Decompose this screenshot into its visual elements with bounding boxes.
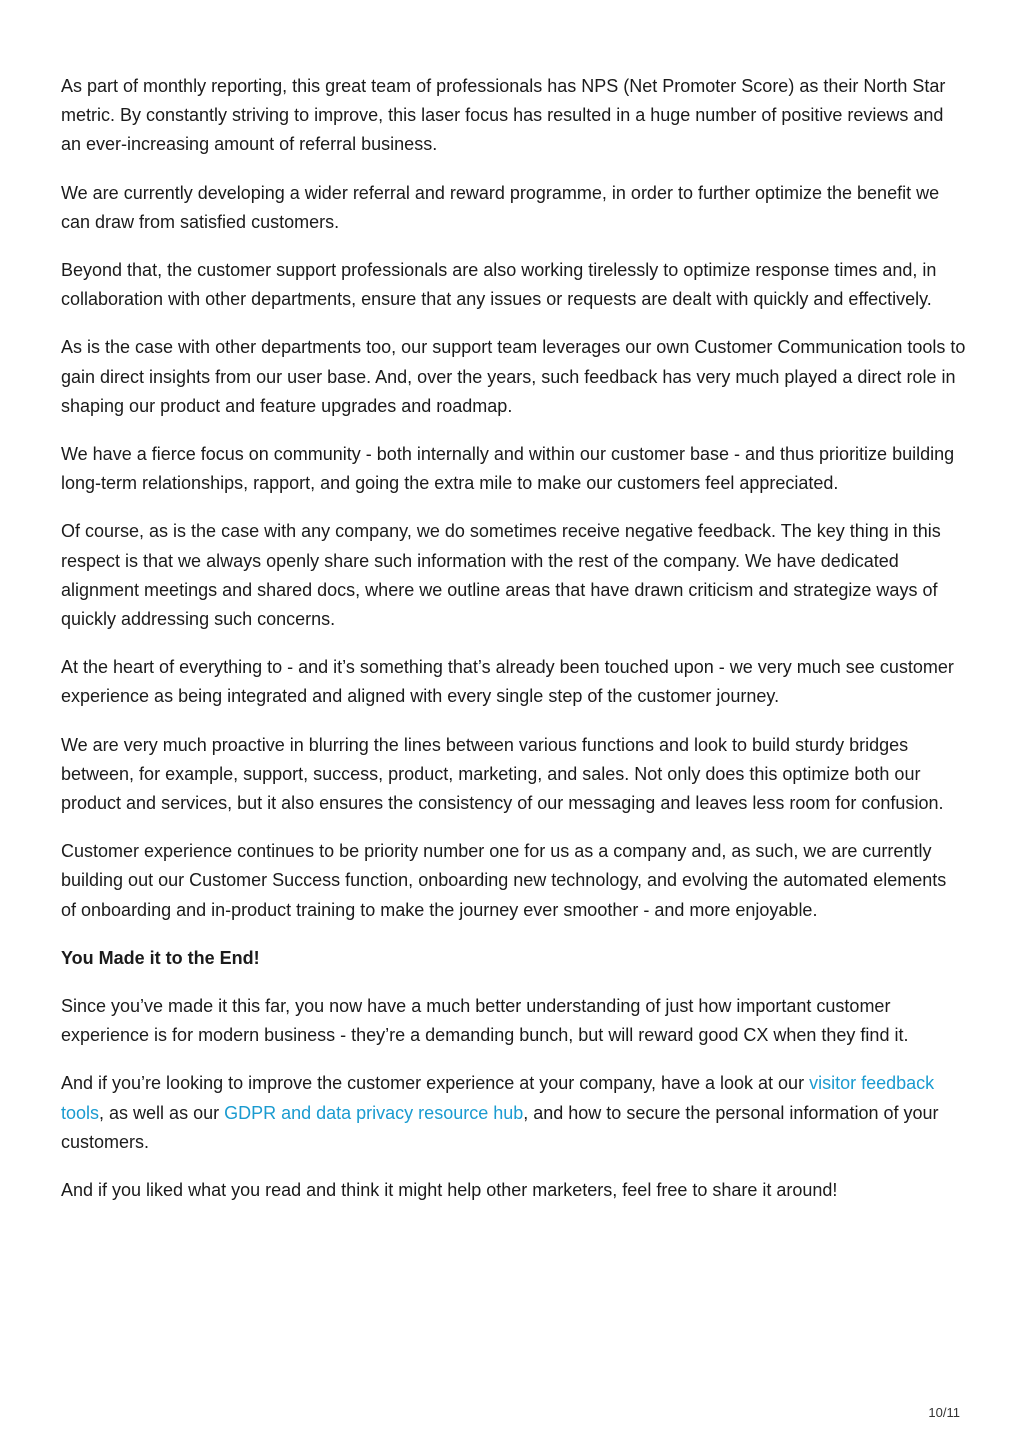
visitor-feedback-tools-link[interactable]: visitor feedback tools [61, 1073, 935, 1123]
section-heading: You Made it to the End! [61, 947, 260, 968]
paragraph-share: And if you liked what you read and think it might help other marketers, feel free to share it around! [61, 1180, 838, 1201]
paragraph-understanding: Since you’ve made it this far, you now have a much better understanding of just how important customer experience is for modern business - they’re a demanding bunch, but will reward good CX when they find it. [61, 996, 909, 1046]
paragraph-customer-journey: At the heart of everything to - and it’s something that’s already been touched upon - we very much see customer experience as being integrated and aligned with every single step of the customer journey. [61, 657, 954, 707]
paragraph-communication-tools: As is the case with other departments too, our support team leverages our own Customer Communication tools to gain direct insights from our user base. And, over the years, such feedback has very much played a direct role in shaping our product and feature upgrades and roadmap. [61, 337, 966, 416]
links-text-3: , and how to secure the personal information of your customers. [61, 1102, 939, 1152]
gdpr-resource-hub-link[interactable]: GDPR and data privacy resource hub [224, 1102, 524, 1123]
paragraph-negative-feedback: Of course, as is the case with any company, we do sometimes receive negative feedback. The key thing in this respect is that we always openly share such information with the rest of the company. We have dedicated alignment meetings and shared docs, where we outline areas that have drawn criticism and strategize ways of quickly addressing such concerns. [61, 521, 941, 630]
paragraph-referral-programme: We are currently developing a wider referral and reward programme, in order to further optimize the benefit we can draw from satisfied customers. [61, 182, 940, 232]
paragraph-links [61, 1069, 966, 1157]
paragraph-customer-success: Customer experience continues to be priority number one for us as a company and, as such, we are currently building out our Customer Success function, onboarding new technology, and evolving the automated elements of onboarding and in-product training to make the journey ever smoother - and more enjoyable. [61, 841, 947, 920]
paragraph-community: We have a fierce focus on community - both internally and within our customer base - and thus prioritize building long-term relationships, rapport, and going the extra mile to make our customers feel appreciated. [61, 444, 955, 494]
paragraph-support-response: Beyond that, the customer support professionals are also working tirelessly to optimize response times and, in collaboration with other departments, ensure that any issues or requests are dealt with quickly and effectively. [61, 260, 937, 310]
links-text-2: , as well as our [99, 1102, 225, 1123]
paragraph-nps: As part of monthly reporting, this great team of professionals has NPS (Net Promoter Score) as their North Star metric. By constantly striving to improve, this laser focus has resulted in a huge number of positive reviews and an ever-increasing amount of referral business. [61, 76, 946, 155]
links-text-1: And if you’re looking to improve the customer experience at your company, have a look at our [61, 1073, 810, 1094]
document-page [61, 72, 966, 1224]
paragraph-functions-bridges: We are very much proactive in blurring the lines between various functions and look to build sturdy bridges between, for example, support, success, product, marketing, and sales. Not only does this optimize both our product and services, but it also ensures the consistency of our messaging and leaves less room for confusion. [61, 734, 944, 814]
page-number: 10/11 [928, 1405, 960, 1420]
